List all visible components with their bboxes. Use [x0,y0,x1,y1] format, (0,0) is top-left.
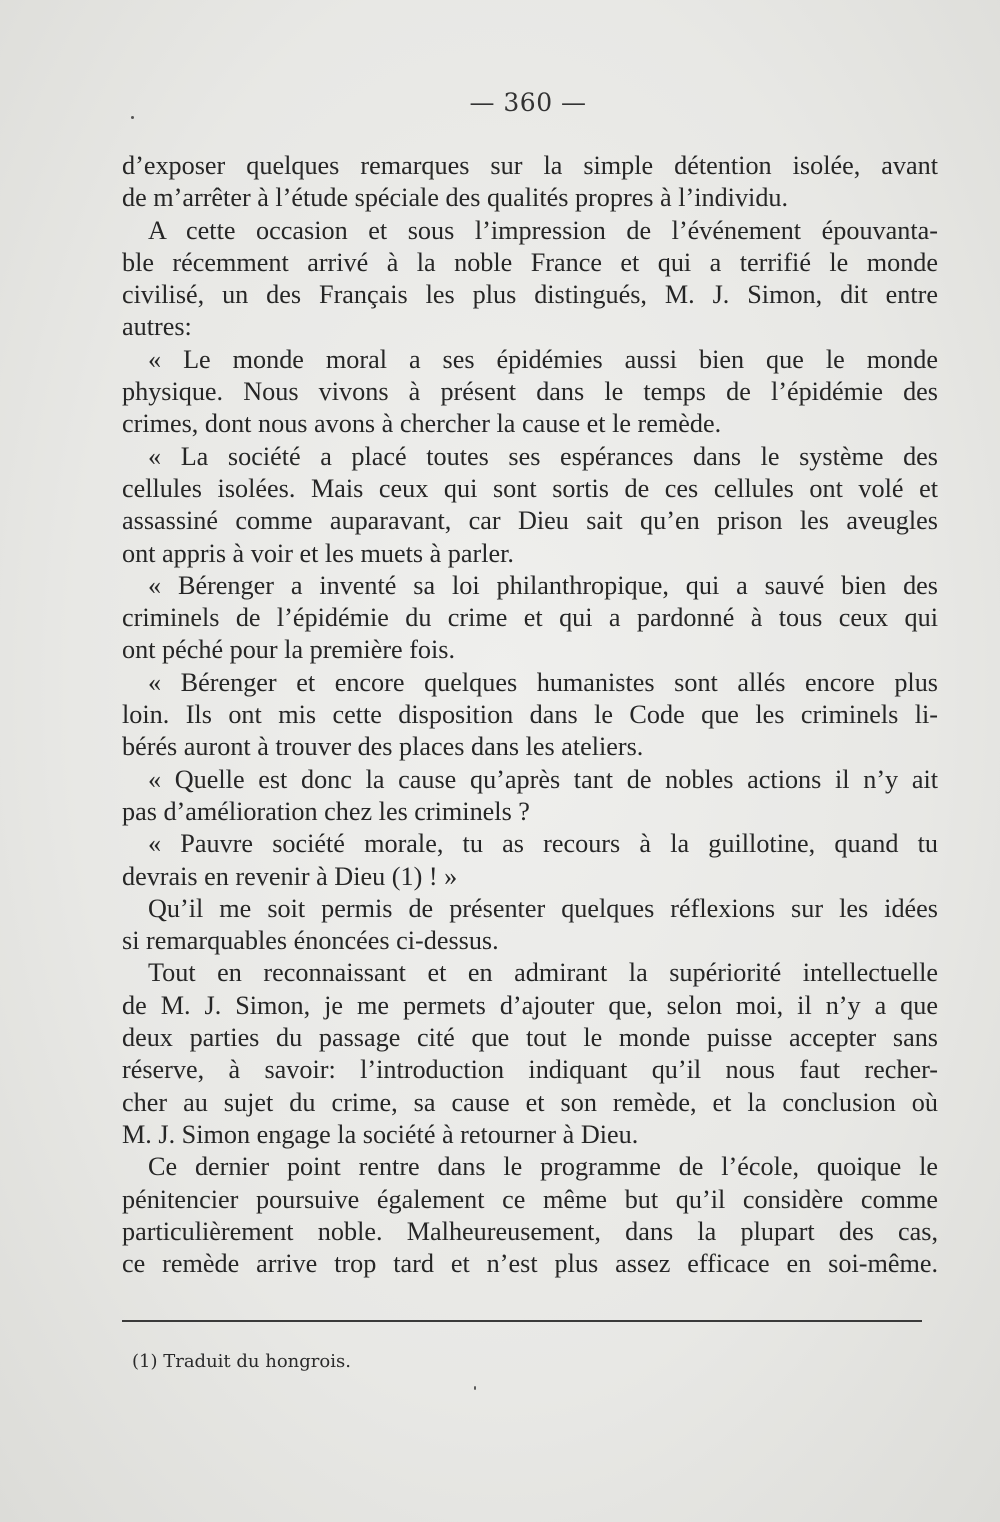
text-line: civilisé, un des Français les plus distingués, M. J. Simon, dit entre [122,280,938,310]
text-line: pas d’amélioration chez les criminels ? [122,796,530,826]
text-line: assassiné comme auparavant, car Dieu sait qu’en prison les aveugles [122,506,938,536]
text-line: « Quelle est donc la cause qu’après tant de nobles actions il n’y ait [148,764,938,794]
text-line: Ce dernier point rentre dans le programme de l’école, quoique le [148,1152,938,1182]
text-line: Qu’il me soit permis de présenter quelques réflexions sur les idées [148,893,938,923]
text-line: cellules isolées. Mais ceux qui sont sortis de ces cellules ont volé et [122,473,938,503]
text-line: Tout en reconnaissant et en admirant la supériorité intellectuelle [148,958,938,988]
page-number: — 360 — [469,88,587,117]
body-text [122,150,938,1280]
text-line: de m’arrêter à l’étude spéciale des qualités propres à l’individu. [122,183,789,213]
text-line: A cette occasion et sous l’impression de l’événement épouvanta- [148,215,938,245]
text-line: devrais en revenir à Dieu (1) ! » [122,861,458,891]
text-line: bérés auront à trouver des places dans les ateliers. [122,732,644,762]
text-line: ble récemment arrivé à la noble France et qui a terrifié le monde [122,247,938,277]
text-line: loin. Ils ont mis cette disposition dans le Code que les criminels li- [122,700,938,730]
text-line: ce remède arrive trop tard et n’est plus assez efficace en soi-même. [122,1249,938,1279]
footnote-divider [122,1320,922,1322]
text-line: deux parties du passage cité que tout le monde puisse accepter sans [122,1023,938,1053]
text-line: cher au sujet du crime, sa cause et son remède, et la conclusion où [122,1087,938,1117]
text-line: « Bérenger et encore quelques humanistes sont allés encore plus [148,667,938,697]
text-line: de M. J. Simon, je me permets d’ajouter que, selon moi, il n’y a que [122,990,938,1020]
text-line: « Pauvre société morale, tu as recours à la guillotine, quand tu [148,829,938,859]
text-line: ont péché pour la première fois. [122,635,456,665]
page-speck [131,116,134,119]
text-line: particulièrement noble. Malheureusement, dans la plupart des cas, [122,1216,938,1246]
text-line: crimes, dont nous avons à chercher la cause et le remède. [122,409,722,439]
text-line: si remarquables énoncées ci-dessus. [122,926,499,956]
text-line: « Bérenger a inventé sa loi philanthropique, qui a sauvé bien des [148,570,938,600]
footnote: (1) Traduit du hongrois. [132,1351,351,1372]
text-line: « Le monde moral a ses épidémies aussi bien que le monde [148,344,938,374]
text-line: d’exposer quelques remarques sur la simple détention isolée, avant [122,151,938,180]
text-line: « La société a placé toutes ses espérances dans le système des [148,441,938,471]
text-line: pénitencier poursuive également ce même but qu’il considère comme [122,1184,938,1214]
text-line: physique. Nous vivons à présent dans le temps de l’épidémie des [122,377,938,407]
page-speck [474,1386,476,1390]
text-line: criminels de l’épidémie du crime et qui a pardonné à tous ceux qui [122,603,938,633]
text-line: M. J. Simon engage la société à retourner à Dieu. [122,1119,639,1149]
text-line: ont appris à voir et les muets à parler. [122,538,514,568]
text-line: autres: [122,312,192,342]
text-line: réserve, à savoir: l’introduction indiquant qu’il nous faut recher- [122,1055,938,1085]
